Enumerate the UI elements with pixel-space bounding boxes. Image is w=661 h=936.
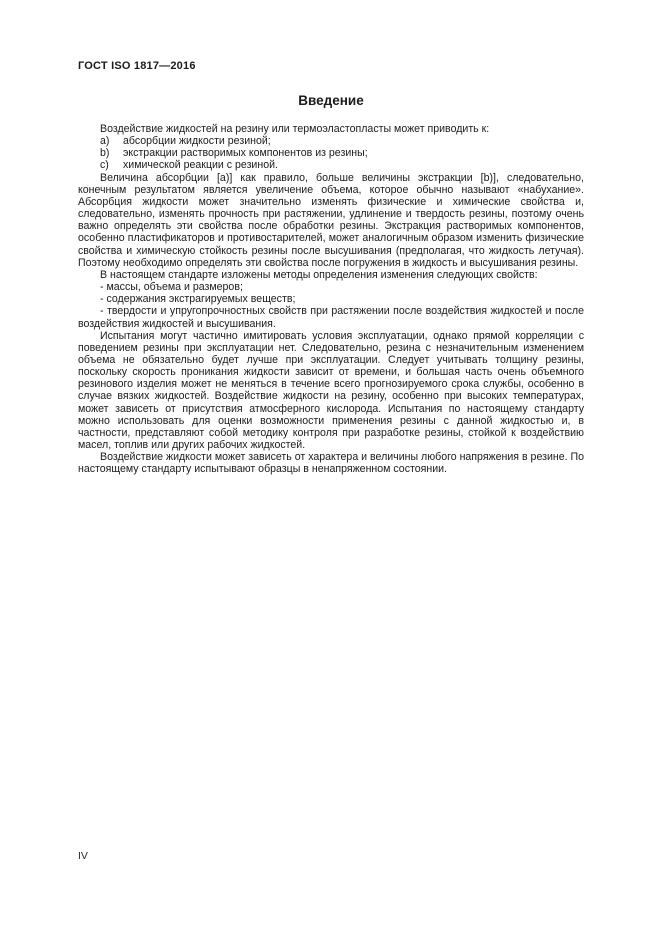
dash-list-item: - содержания экстрагируемых веществ; (100, 293, 296, 306)
list-item-text: экстракции растворимых компонентов из резины; (123, 147, 368, 160)
dash-list-item: - массы, объема и размеров; (100, 281, 243, 294)
document-header: ГОСТ ISO 1817—2016 (78, 60, 196, 72)
list-item-text: химической реакции с резиной. (123, 159, 278, 172)
page-title: Введение (298, 93, 364, 108)
document-body (78, 123, 584, 476)
dash-list-item: - твердости и упругопрочностных свойств при растяжении после воздействия жидкостей и после воздействия жидкостей и высушивания. (78, 305, 584, 330)
paragraph-testing: Испытания могут частично имитировать условия эксплуатации, однако прямой корреляции с поведением резины при эксплуатации нет. Следовательно, резина с незначительным изменением объема не обязательно будет лучше при эксплуатации. Следует учитывать толщину резины, поскольку скорость проникания жидкости зависит от времени, и большая часть очень объемного резинового изделия может не меняться в течение всего прогнозируемого срока службы, особенно в случае вязких жидкостей. Воздействие жидкости на резину, особенно при высоких температурах, может зависеть от присутствия атмосферного кислорода. Испытания по настоящему стандарту можно использовать для оценки возможности применения резины с данной жидкостью и, в частности, представляют собой методику контроля при разработке резины, стойкой к воздействию масел, топлив или других рабочих жидкостей. (78, 329, 584, 452)
list-marker: a) (100, 135, 110, 148)
lettered-list-item (100, 135, 584, 147)
list-marker: c) (100, 159, 109, 172)
list-item-text: абсорбции жидкости резиной; (123, 135, 271, 148)
lettered-list-item (100, 159, 584, 171)
list-marker: b) (100, 147, 110, 160)
paragraph-absorption: Величина абсорбции [a)] как правило, больше величины экстракции [b)], следовательно, конечным результатом является увеличение объема, которое обычно называют «набухание». Абсорбция жидкости может значительно изменять физические и химические свойства и, следовательно, изменять прочность при растяжении, удлинение и твердость резины, поэтому очень важно определять эти свойства после обработки резины. Экстракция растворимых компонентов, особенно пластификаторов и противостарителей, может аналогичным образом изменить физические свойства и химическую стойкость резины после высушивания (предполагая, что жидкость летучая). Поэтому необходимо определять эти свойства после погружения в жидкость и высушивания резины. (78, 171, 584, 269)
intro-paragraph: Воздействие жидкостей на резину или термоэластопласты может приводить к: (100, 123, 490, 135)
paragraph-methods-intro: В настоящем стандарте изложены методы определения изменения следующих свойств: (100, 268, 538, 281)
page-number: IV (78, 850, 88, 862)
paragraph-stress: Воздействие жидкости может зависеть от характера и величины любого напряжения в резине. По настоящему стандарту испытывают образцы в ненапряженном состоянии. (78, 451, 585, 476)
lettered-list-item (100, 147, 584, 159)
